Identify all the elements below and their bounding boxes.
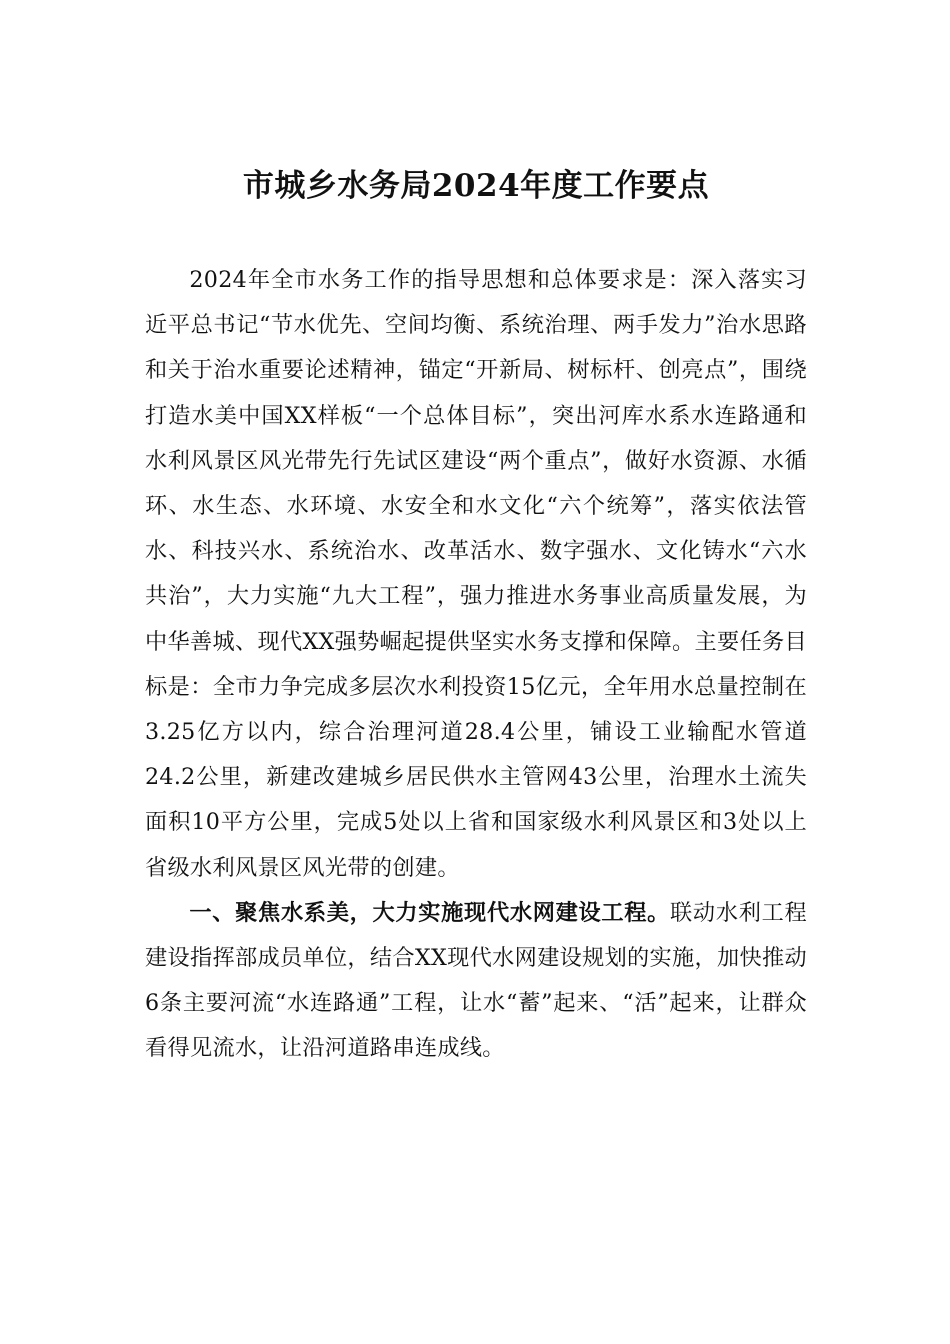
section-1-heading: 一、聚焦水系美，大力实施现代水网建设工程。 xyxy=(189,899,671,926)
section-1-paragraph xyxy=(145,891,807,1072)
section-1-body: 联动水利工程建设指挥部成员单位，结合XX现代水网建设规划的实施，加快推动6条主要河流“水连路通”工程，让水“蓄”起来、“活”起来，让群众看得见流水，让沿河道路串连成线。 xyxy=(145,899,807,1062)
intro-paragraph: 2024年全市水务工作的指导思想和总体要求是：深入落实习近平总书记“节水优先、空间均衡、系统治理、两手发力”治水思路和关于治水重要论述精神，锚定“开新局、树标杆、创亮点”，围绕打造水美中国XX样板“一个总体目标”，突出河库水系水连路通和水利风景区风光带先行先试区建设“两个重点”，做好水资源、水循环、水生态、水环境、水安全和水文化“六个统筹”，落实依法管水、科技兴水、系统治水、改革活水、数字强水、文化铸水“六水共治”，大力实施“九大工程”，强力推进水务事业高质量发展，为中华善城、现代XX强势崛起提供坚实水务支撑和保障。主要任务目标是：全市力争完成多层次水利投资15亿元，全年用水总量控制在3.25亿方以内，综合治理河道28.4公里，铺设工业输配水管道24.2公里，新建改建城乡居民供水主管网43公里，治理水土流失面积10平方公里，完成5处以上省和国家级水利风景区和3处以上省级水利风景区风光带的创建。 xyxy=(145,267,807,881)
document-page xyxy=(145,150,807,1072)
title-spacer xyxy=(145,222,807,258)
document-title: 市城乡水务局2024年度工作要点 xyxy=(242,168,710,204)
